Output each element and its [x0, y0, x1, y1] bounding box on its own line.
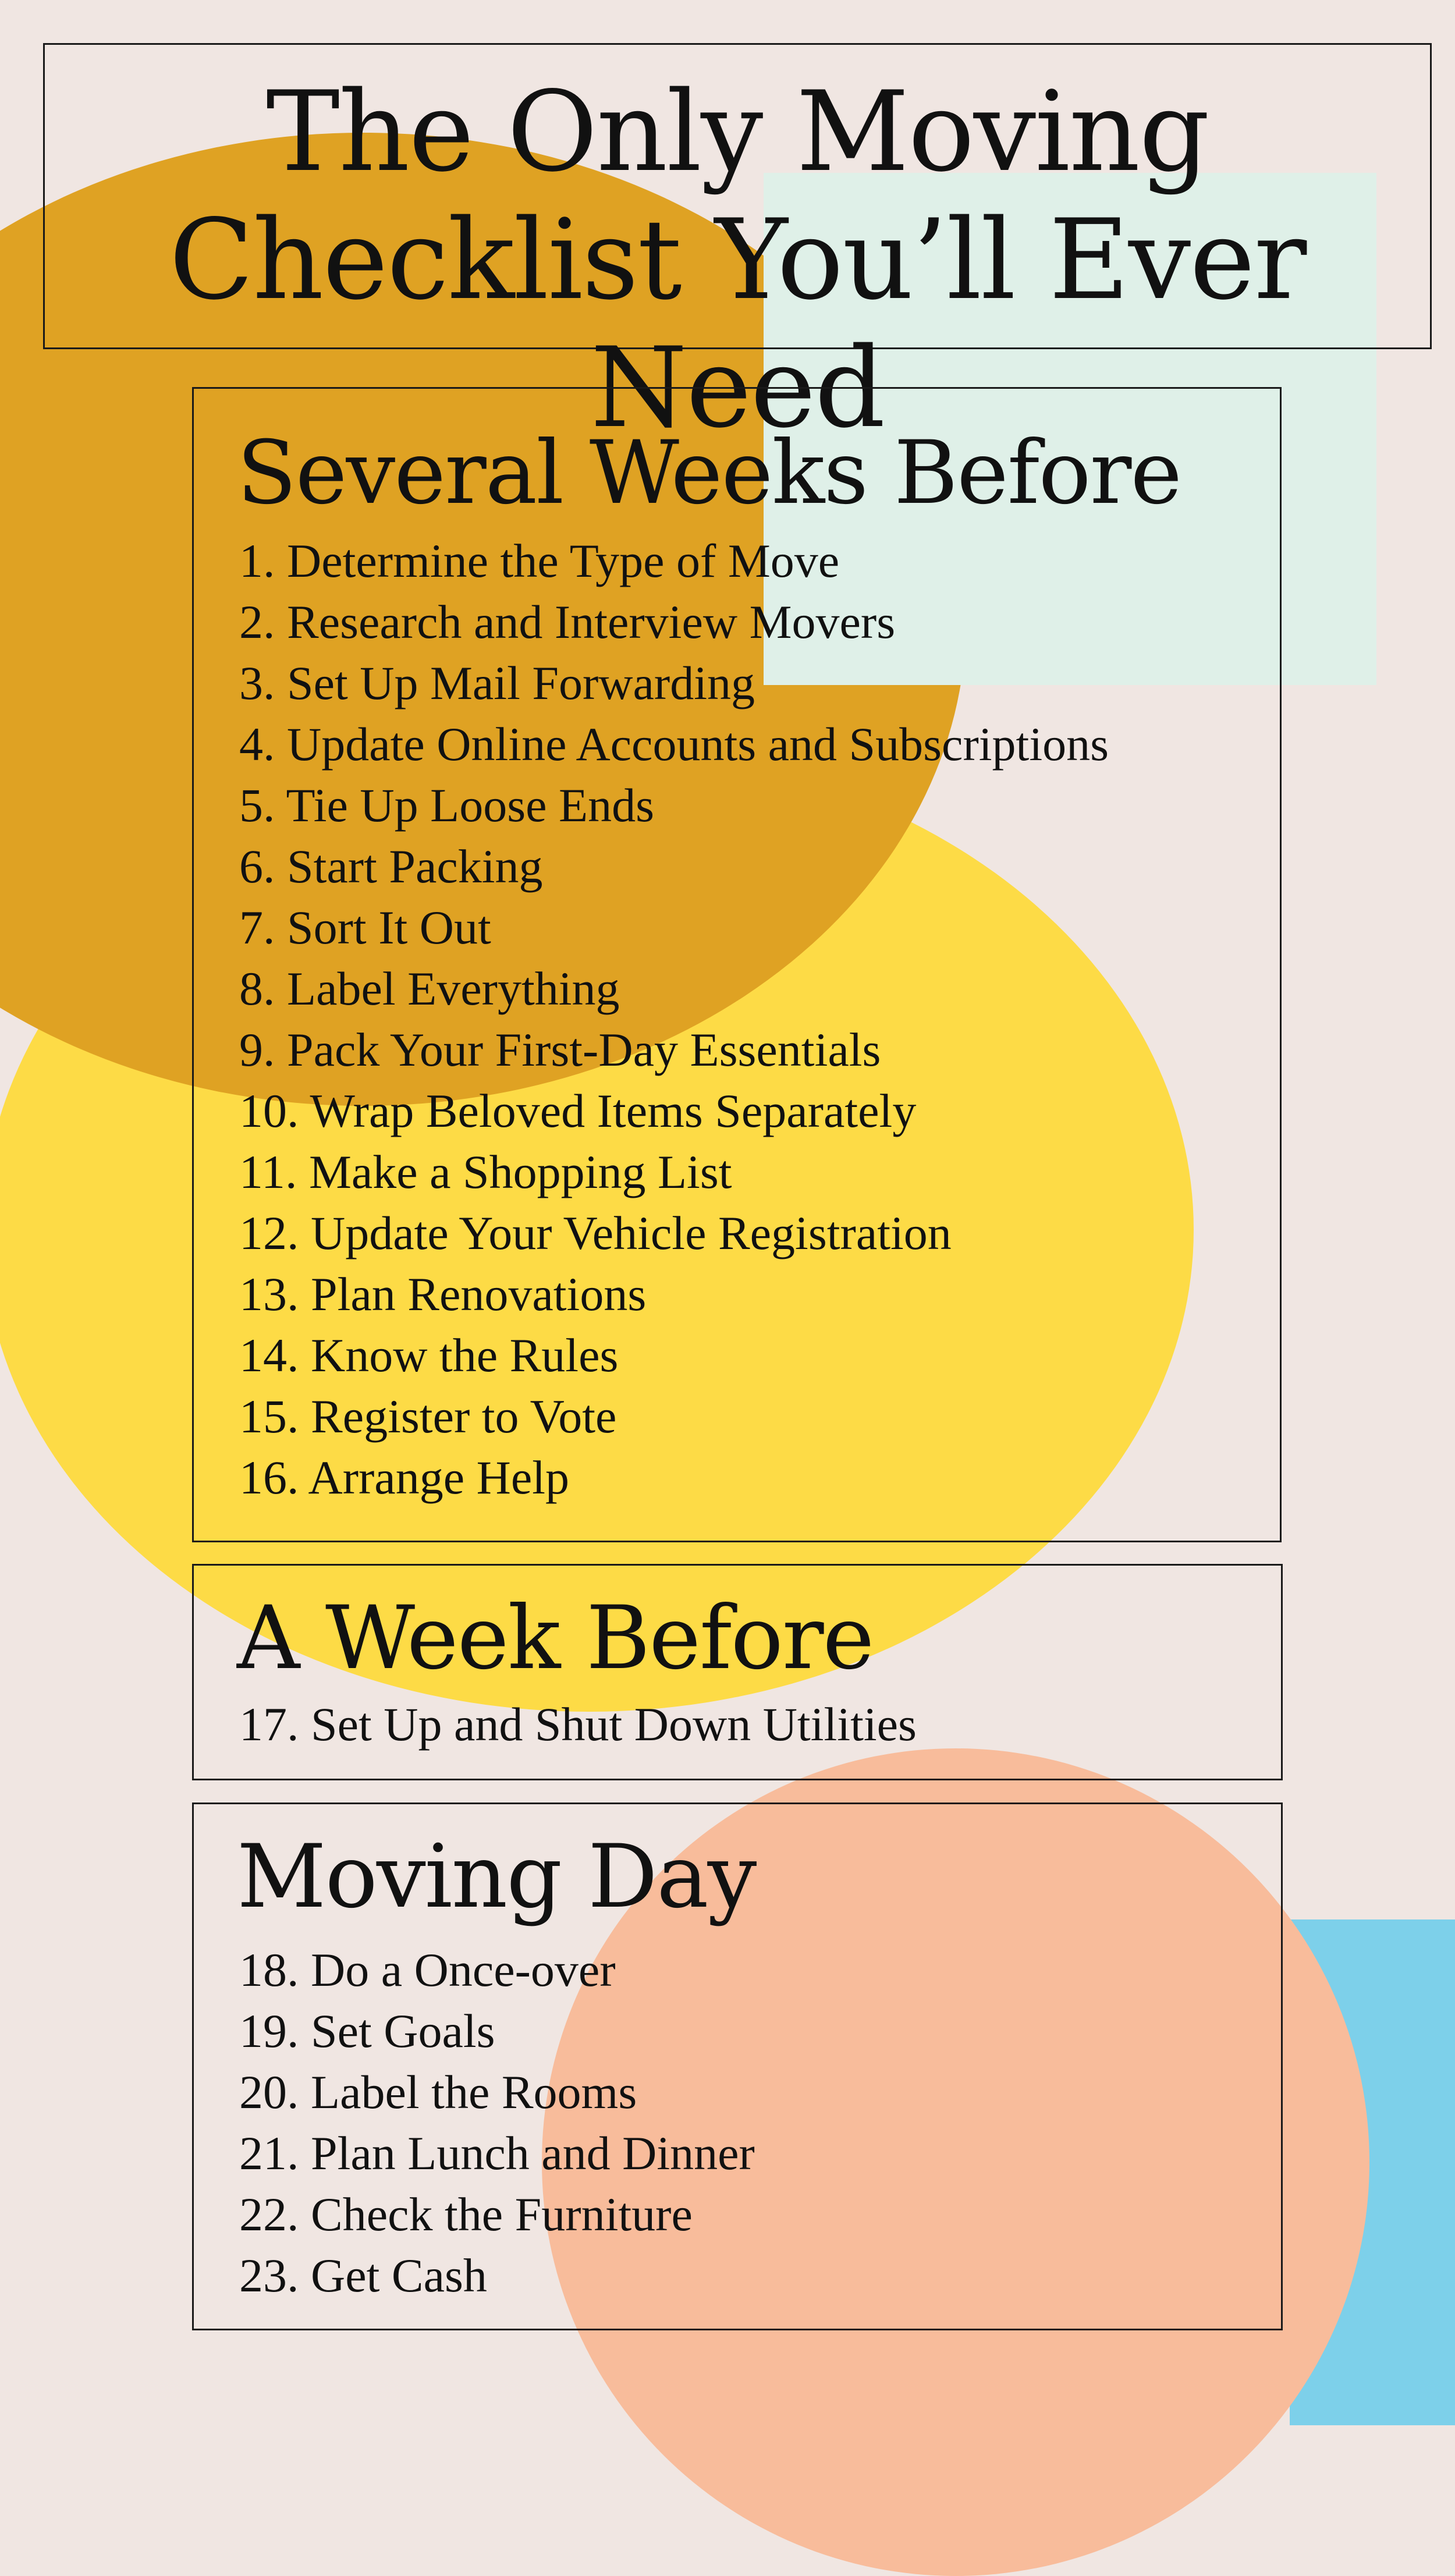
checklist-item: 15. Register to Vote	[239, 1390, 617, 1443]
checklist-item: 9. Pack Your First-Day Essentials	[239, 1023, 881, 1076]
checklist-item: 8. Label Everything	[239, 962, 620, 1015]
checklist	[239, 530, 1109, 1508]
section-heading: Moving Day	[237, 1826, 756, 1928]
checklist-item: 7. Sort It Out	[239, 901, 491, 954]
checklist-item: 10. Wrap Beloved Items Separately	[239, 1084, 917, 1137]
checklist-item: 16. Arrange Help	[239, 1451, 569, 1504]
checklist-item: 18. Do a Once-over	[239, 1943, 616, 1996]
checklist-item: 12. Update Your Vehicle Registration	[239, 1207, 952, 1259]
checklist-item: 1. Determine the Type of Move	[239, 534, 840, 587]
checklist-item: 20. Label the Rooms	[239, 2066, 637, 2119]
checklist-item: 21. Plan Lunch and Dinner	[239, 2127, 755, 2180]
checklist-item: 13. Plan Renovations	[239, 1268, 647, 1321]
checklist	[239, 1939, 755, 2306]
checklist-item: 3. Set Up Mail Forwarding	[239, 657, 755, 709]
checklist-item: 19. Set Goals	[239, 2004, 495, 2057]
checklist	[239, 1694, 917, 1755]
checklist-item: 17. Set Up and Shut Down Utilities	[239, 1698, 917, 1751]
checklist-item: 14. Know the Rules	[239, 1329, 619, 1382]
checklist-item: 11. Make a Shopping List	[239, 1145, 732, 1198]
section-heading: A Week Before	[237, 1588, 874, 1689]
section-heading: Several Weeks Before	[237, 423, 1181, 524]
checklist-item: 22. Check the Furniture	[239, 2188, 693, 2241]
section-several-weeks-before	[192, 387, 1282, 1542]
title-frame	[43, 43, 1432, 452]
checklist-item: 4. Update Online Accounts and Subscriptions	[239, 718, 1109, 771]
checklist-item: 23. Get Cash	[239, 2249, 487, 2302]
page-title: The Only Moving Checklist You’ll Ever Need	[169, 68, 1306, 452]
checklist-item: 6. Start Packing	[239, 840, 543, 893]
section-moving-day	[192, 1803, 1283, 2330]
section-a-week-before	[192, 1564, 1283, 1780]
checklist-item: 2. Research and Interview Movers	[239, 595, 896, 648]
checklist-item: 5. Tie Up Loose Ends	[239, 779, 655, 832]
